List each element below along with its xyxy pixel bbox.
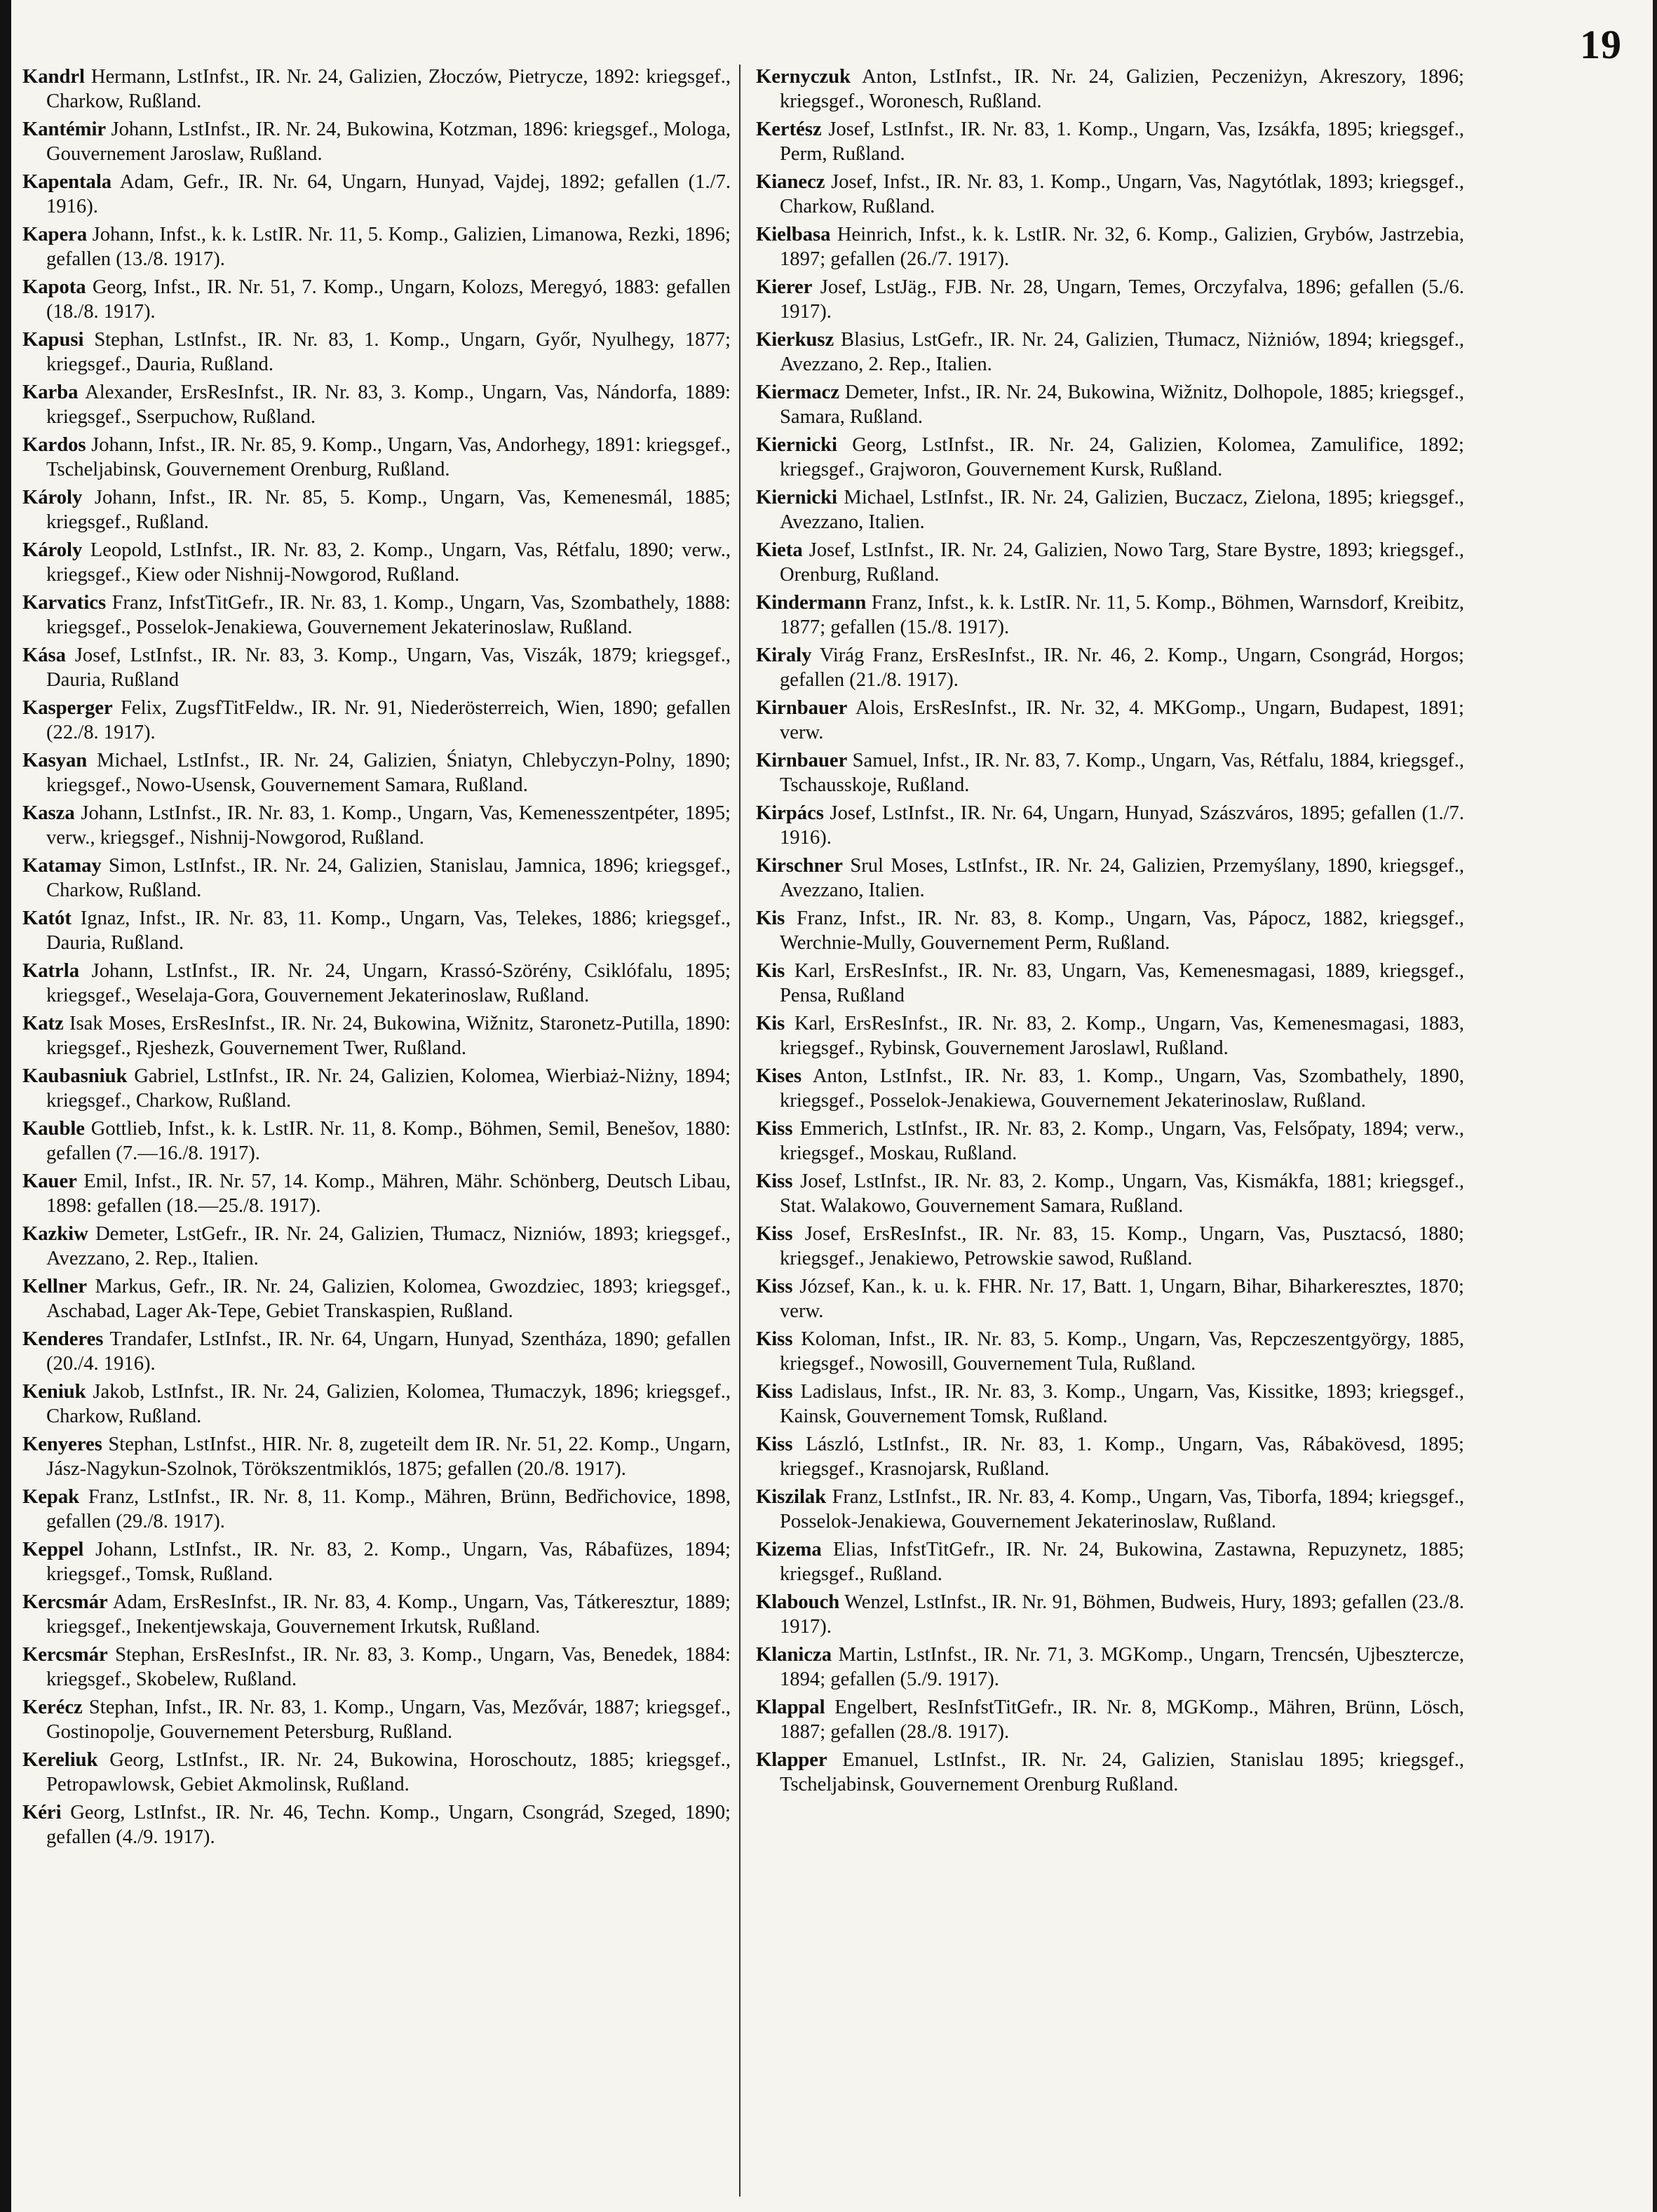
scan-edge-right xyxy=(1653,0,1657,2212)
roll-entry xyxy=(22,1117,731,1166)
entry-details: Johann, Infst., k. k. LstIR. Nr. 11, 5. Komp., Galizien, Limanowa, Rezki, 1896; gefallen (13./8. 1917). xyxy=(46,224,731,270)
entry-surname: Kiraly xyxy=(756,645,812,666)
roll-entry xyxy=(756,591,1464,640)
entry-details: Johann, LstInfst., IR. Nr. 83, 2. Komp., Ungarn, Vas, Rábafüzes, 1894; kriegsgef., Tomsk, Rußland. xyxy=(46,1539,731,1585)
roll-entry xyxy=(756,380,1464,429)
entry-details: Johann, LstInfst., IR. Nr. 83, 1. Komp., Ungarn, Vas, Kemenesszentpéter, 1895; verw., kriegsgef., Nishnij-Nowgorod, Rußland. xyxy=(46,802,731,849)
entry-details: Anton, LstInfst., IR. Nr. 83, 1. Komp., Ungarn, Vas, Szombathely, 1890, kriegsgef., Posselok-Jenakiewa, Gouvernement Jekaterinoslaw, Rußland. xyxy=(780,1065,1464,1112)
entry-details: Emmerich, LstInfst., IR. Nr. 83, 2. Komp., Ungarn, Vas, Felsőpaty, 1894; verw., kriegsgef., Moskau, Rußland. xyxy=(780,1118,1464,1164)
entry-surname: Kapusi xyxy=(22,329,84,351)
entry-details: Stephan, ErsResInfst., IR. Nr. 83, 3. Komp., Ungarn, Vas, Benedek, 1884: kriegsgef., Skobelew, Rußland. xyxy=(46,1644,731,1690)
entry-surname: Klanicza xyxy=(756,1644,832,1666)
roll-entry xyxy=(756,696,1464,745)
entry-surname: Kereliuk xyxy=(22,1749,98,1771)
entry-surname: Kernyczuk xyxy=(756,66,851,88)
entry-surname: Kertész xyxy=(756,119,822,140)
entry-details: Emanuel, LstInfst., IR. Nr. 24, Galizien, Stanislau 1895; kriegsgef., Tscheljabinsk, Gouvernement Orenburg Rußland. xyxy=(780,1749,1464,1795)
entry-details: Josef, LstInfst., IR. Nr. 83, 2. Komp., Ungarn, Vas, Kismákfa, 1881; kriegsgef., Stat. Walakowo, Gouvernement Samara, Rußland. xyxy=(780,1171,1464,1217)
entry-details: Koloman, Infst., IR. Nr. 83, 5. Komp., Ungarn, Vas, Repczeszentgyörgy, 1885, kriegsgef., Nowosill, Gouvernement Tula, Rußland. xyxy=(780,1328,1464,1375)
entry-surname: Kapera xyxy=(22,224,88,245)
roll-entry xyxy=(22,748,731,797)
entry-details: Srul Moses, LstInfst., IR. Nr. 24, Galizien, Przemyślany, 1890, kriegsgef., Avezzano, Italien. xyxy=(780,855,1464,901)
entry-details: Karl, ErsResInfst., IR. Nr. 83, 2. Komp., Ungarn, Vas, Kemenesmagasi, 1883, kriegsgef., Rybinsk, Gouvernement Jaroslawl, Rußland. xyxy=(780,1013,1464,1059)
roll-entry xyxy=(756,117,1464,166)
roll-entry xyxy=(756,170,1464,219)
roll-entry xyxy=(22,1064,731,1113)
entry-surname: Kercsmár xyxy=(22,1591,108,1613)
roll-entry xyxy=(22,1485,731,1534)
entry-surname: Kiss xyxy=(756,1223,793,1245)
roll-entry xyxy=(22,538,731,587)
roll-entry xyxy=(756,538,1464,587)
roll-entry xyxy=(756,1169,1464,1218)
roll-entry xyxy=(756,1432,1464,1481)
entry-surname: Kasza xyxy=(22,802,75,824)
entry-surname: Kiernicki xyxy=(756,487,837,508)
entry-details: Ignaz, Infst., IR. Nr. 83, 11. Komp., Ungarn, Vas, Telekes, 1886; kriegsgef., Dauria, Rußland. xyxy=(46,908,731,954)
entry-details: Josef, LstInfst., IR. Nr. 24, Galizien, Nowo Targ, Stare Bystre, 1893; kriegsgef., Orenburg, Rußland. xyxy=(780,539,1464,586)
roll-entry xyxy=(22,1800,731,1849)
entry-details: Stephan, Infst., IR. Nr. 83, 1. Komp., Ungarn, Vas, Mezővár, 1887; kriegsgef., Gostinopolje, Gouvernement Petersburg, Rußland. xyxy=(46,1697,731,1743)
entry-surname: Kises xyxy=(756,1065,802,1087)
entry-details: Michael, LstInfst., IR. Nr. 24, Galizien, Buczacz, Zielona, 1895; kriegsgef., Avezzano, Italien. xyxy=(780,487,1464,533)
entry-surname: Károly xyxy=(22,539,83,561)
entry-details: Leopold, LstInfst., IR. Nr. 83, 2. Komp., Ungarn, Vas, Rétfalu, 1890; verw., kriegsgef., Kiew oder Nishnij-Nowgorod, Rußland. xyxy=(46,539,731,586)
entry-surname: Kis xyxy=(756,1013,785,1034)
entry-surname: Kirschner xyxy=(756,855,843,877)
entry-details: Josef, Infst., IR. Nr. 83, 1. Komp., Ungarn, Vas, Nagytótlak, 1893; kriegsgef., Charkow, Rußland. xyxy=(780,171,1464,217)
roll-entry xyxy=(756,275,1464,324)
roll-entry xyxy=(756,801,1464,850)
entry-surname: Kiss xyxy=(756,1118,793,1140)
roll-entry xyxy=(756,1222,1464,1271)
entry-surname: Kauble xyxy=(22,1118,85,1140)
roll-entry xyxy=(756,1643,1464,1692)
entry-surname: Kiss xyxy=(756,1381,793,1403)
entry-surname: Kiss xyxy=(756,1276,793,1297)
entry-details: Josef, LstJäg., FJB. Nr. 28, Ungarn, Temes, Orczyfalva, 1896; gefallen (5./6. 1917). xyxy=(780,276,1464,323)
entry-details: Stephan, LstInfst., HIR. Nr. 8, zugeteilt dem IR. Nr. 51, 22. Komp., Ungarn, Jász-Nagykun-Szolnok, Törökszentmiklós, 1875; gefallen (20./8. 1917). xyxy=(46,1434,731,1480)
roll-entry xyxy=(22,275,731,324)
roll-entry xyxy=(22,328,731,377)
entry-details: Demeter, LstGefr., IR. Nr. 24, Galizien, Tłumacz, Nizniów, 1893; kriegsgef., Avezzano, 2. Rep., Italien. xyxy=(46,1223,731,1269)
entry-details: Hermann, LstInfst., IR. Nr. 24, Galizien, Złoczów, Pietrycze, 1892: kriegsgef., Charkow, Rußland. xyxy=(46,66,731,112)
roll-entry xyxy=(22,1327,731,1376)
roll-entry xyxy=(756,222,1464,271)
entry-surname: Kirnbauer xyxy=(756,697,848,719)
entry-surname: Kenderes xyxy=(22,1328,104,1350)
entry-details: Michael, LstInfst., IR. Nr. 24, Galizien, Śniatyn, Chlebyczyn-Polny, 1890; kriegsgef., Nowo-Usensk, Gouvernement Samara, Rußland. xyxy=(46,750,731,796)
roll-entry xyxy=(22,1274,731,1323)
entry-details: Isak Moses, ErsResInfst., IR. Nr. 24, Bukowina, Wižnitz, Staronetz-Putilla, 1890: kriegsgef., Rjeshezk, Gouvernement Twer, Rußland. xyxy=(46,1013,731,1059)
entry-details: Blasius, LstGefr., IR. Nr. 24, Galizien, Tłumacz, Niżniów, 1894; kriegsgef., Avezzano, 2. Rep., Italien. xyxy=(780,329,1464,375)
roll-entry xyxy=(22,1380,731,1429)
entry-details: Franz, Infst., IR. Nr. 83, 8. Komp., Ungarn, Vas, Pápocz, 1882, kriegsgef., Werchnie-Mully, Gouvernement Perm, Rußland. xyxy=(780,908,1464,954)
roll-entry xyxy=(756,1064,1464,1113)
roll-entry xyxy=(756,1011,1464,1060)
entry-surname: Klapper xyxy=(756,1749,827,1771)
entry-surname: Kiss xyxy=(756,1328,793,1350)
entry-surname: Kéri xyxy=(22,1802,62,1823)
roll-entry xyxy=(22,170,731,219)
roll-entry xyxy=(22,1537,731,1586)
roll-entry xyxy=(22,1011,731,1060)
entry-details: Gottlieb, Infst., k. k. LstIR. Nr. 11, 8. Komp., Böhmen, Semil, Benešov, 1880: gefallen (7.—16./8. 1917). xyxy=(46,1118,731,1164)
roll-entry xyxy=(22,1432,731,1481)
entry-details: Georg, LstInfst., IR. Nr. 24, Bukowina, Horoschoutz, 1885; kriegsgef., Petropawlowsk, Gebiet Akmolinsk, Rußland. xyxy=(46,1749,731,1795)
page-number: 19 xyxy=(1580,22,1622,67)
roll-entry xyxy=(756,1590,1464,1639)
entry-surname: Kielbasa xyxy=(756,224,831,245)
entry-details: Franz, InfstTitGefr., IR. Nr. 83, 1. Komp., Ungarn, Vas, Szombathely, 1888: kriegsgef., Posselok-Jenakiewa, Gouvernement Jekaterinoslaw, Rußland. xyxy=(46,592,731,638)
entry-details: Elias, InfstTitGefr., IR. Nr. 24, Bukowina, Zastawna, Repuzynetz, 1885; kriegsgef., Rußland. xyxy=(780,1539,1464,1585)
roll-entry xyxy=(756,643,1464,692)
entry-surname: Kis xyxy=(756,908,785,929)
entry-surname: Kiermacz xyxy=(756,382,840,403)
roll-entry xyxy=(22,1695,731,1744)
entry-surname: Kerécz xyxy=(22,1697,83,1718)
entry-surname: Károly xyxy=(22,487,83,508)
entry-surname: Kercsmár xyxy=(22,1644,108,1666)
entry-surname: Keniuk xyxy=(22,1381,86,1403)
entry-surname: Karvatics xyxy=(22,592,107,614)
roll-entry xyxy=(756,959,1464,1008)
roll-entry xyxy=(22,591,731,640)
entry-details: Josef, LstInfst., IR. Nr. 83, 3. Komp., Ungarn, Vas, Viszák, 1879; kriegsgef., Dauria, Rußland xyxy=(46,645,731,691)
entry-details: Felix, ZugsfTitFeldw., IR. Nr. 91, Niederösterreich, Wien, 1890; gefallen (22./8. 1917). xyxy=(46,697,731,743)
entry-details: Anton, LstInfst., IR. Nr. 24, Galizien, Peczeniżyn, Akreszory, 1896; kriegsgef., Woronesch, Rußland. xyxy=(780,66,1464,112)
entry-surname: Kenyeres xyxy=(22,1434,102,1455)
entry-surname: Kizema xyxy=(756,1539,822,1560)
roll-entry xyxy=(22,380,731,429)
entry-surname: Kapota xyxy=(22,276,86,298)
entry-details: Johann, LstInfst., IR. Nr. 24, Ungarn, Krassó-Szörény, Csiklófalu, 1895; kriegsgef., Weselaja-Gora, Gouvernement Jekaterinoslaw, Rußland. xyxy=(46,960,731,1006)
roll-entry xyxy=(22,906,731,955)
entry-details: Josef, LstInfst., IR. Nr. 64, Ungarn, Hunyad, Szászváros, 1895; gefallen (1./7. 1916). xyxy=(780,802,1464,849)
entry-details: Karl, ErsResInfst., IR. Nr. 83, Ungarn, Vas, Kemenesmagasi, 1889, kriegsgef., Pensa, Rußland xyxy=(780,960,1464,1006)
entry-surname: Kiernicki xyxy=(756,434,837,456)
roll-entry xyxy=(22,801,731,850)
entry-details: Jakob, LstInfst., IR. Nr. 24, Galizien, Kolomea, Tłumaczyk, 1896; kriegsgef., Charkow, Rußland. xyxy=(46,1381,731,1427)
roll-entry xyxy=(22,1590,731,1639)
entry-details: Alexander, ErsResInfst., IR. Nr. 83, 3. Komp., Ungarn, Vas, Nándorfa, 1889: kriegsgef., Sserpuchow, Rußland. xyxy=(46,382,731,428)
entry-surname: Keppel xyxy=(22,1539,84,1560)
roll-entry xyxy=(756,1537,1464,1586)
roll-entry xyxy=(756,65,1464,114)
roll-entry xyxy=(22,65,731,114)
roll-entry xyxy=(756,485,1464,534)
entry-surname: Kepak xyxy=(22,1486,80,1508)
roll-entry xyxy=(22,485,731,534)
entry-details: Engelbert, ResInfstTitGefr., IR. Nr. 8, MGKomp., Mähren, Brünn, Lösch, 1887; gefallen (28./8. 1917). xyxy=(780,1697,1464,1743)
entry-surname: Kirnbauer xyxy=(756,750,848,771)
entry-surname: Katz xyxy=(22,1013,64,1034)
entry-surname: Katrla xyxy=(22,960,79,982)
roll-entry xyxy=(756,1485,1464,1534)
entry-surname: Kieta xyxy=(756,539,803,561)
entry-surname: Kiss xyxy=(756,1434,793,1455)
entry-details: Emil, Infst., IR. Nr. 57, 14. Komp., Mähren, Mähr. Schönberg, Deutsch Libau, 1898: gefallen (18.—25./8. 1917). xyxy=(46,1171,731,1217)
right-column xyxy=(756,65,1464,1800)
entry-details: Johann, LstInfst., IR. Nr. 24, Bukowina, Kotzman, 1896: kriegsgef., Mologa, Gouvernement Jaroslaw, Rußland. xyxy=(46,119,731,165)
entry-surname: Kierer xyxy=(756,276,813,298)
roll-entry xyxy=(756,1274,1464,1323)
roll-entry xyxy=(756,854,1464,903)
entry-details: Markus, Gefr., IR. Nr. 24, Galizien, Kolomea, Gwozdziec, 1893; kriegsgef., Aschabad, Lager Ak-Tepe, Gebiet Transkaspien, Rußland. xyxy=(46,1276,731,1322)
roll-entry xyxy=(756,1327,1464,1376)
roll-entry xyxy=(22,643,731,692)
entry-details: Franz, LstInfst., IR. Nr. 8, 11. Komp., Mähren, Brünn, Bedřichovice, 1898, gefallen (29./8. 1917). xyxy=(46,1486,731,1532)
entry-surname: Kapentala xyxy=(22,171,112,193)
entry-details: Georg, LstInfst., IR. Nr. 24, Galizien, Kolomea, Zamulifice, 1892; kriegsgef., Grajworon, Gouvernement Kursk, Rußland. xyxy=(780,434,1464,480)
entry-surname: Klabouch xyxy=(756,1591,840,1613)
roll-entry xyxy=(756,1695,1464,1744)
column-divider xyxy=(739,65,740,2197)
entry-details: Johann, Infst., IR. Nr. 85, 9. Komp., Ungarn, Vas, Andorhegy, 1891: kriegsgef., Tscheljabinsk, Gouvernement Orenburg, Rußland. xyxy=(46,434,731,480)
entry-surname: Kis xyxy=(756,960,785,982)
entry-surname: Kantémir xyxy=(22,119,107,140)
entry-surname: Katamay xyxy=(22,855,102,877)
entry-details: Samuel, Infst., IR. Nr. 83, 7. Komp., Ungarn, Vas, Rétfalu, 1884, kriegsgef., Tschausskoje, Rußland. xyxy=(780,750,1464,796)
roll-entry xyxy=(22,117,731,166)
entry-details: Josef, ErsResInfst., IR. Nr. 83, 15. Komp., Ungarn, Vas, Pusztacsó, 1880; kriegsgef., Jenakiewo, Petrowskie sawod, Rußland. xyxy=(780,1223,1464,1269)
entry-surname: Kirpács xyxy=(756,802,824,824)
entry-details: Martin, LstInfst., IR. Nr. 71, 3. MGKomp., Ungarn, Trencsén, Ujbesztercze, 1894; gefallen (5./9. 1917). xyxy=(780,1644,1464,1690)
entry-details: Franz, LstInfst., IR. Nr. 83, 4. Komp., Ungarn, Vas, Tiborfa, 1894; kriegsgef., Posselok-Jenakiewa, Gouvernement Jekaterinoslaw, Rußland. xyxy=(780,1486,1464,1532)
entry-details: Johann, Infst., IR. Nr. 85, 5. Komp., Ungarn, Vas, Kemenesmál, 1885; kriegsgef., Rußland. xyxy=(46,487,731,533)
entry-surname: Kandrl xyxy=(22,66,85,88)
roll-entry xyxy=(22,1169,731,1218)
entry-surname: Karba xyxy=(22,382,79,403)
roll-entry xyxy=(756,906,1464,955)
entry-details: Georg, LstInfst., IR. Nr. 46, Techn. Komp., Ungarn, Csongrád, Szeged, 1890; gefallen (4./9. 1917). xyxy=(46,1802,731,1848)
entry-surname: Kierkusz xyxy=(756,329,834,351)
entry-details: Josef, LstInfst., IR. Nr. 83, 1. Komp., Ungarn, Vas, Izsákfa, 1895; kriegsgef., Perm, Rußland. xyxy=(780,119,1464,165)
roll-entry xyxy=(756,748,1464,797)
roll-entry xyxy=(22,1643,731,1692)
entry-surname: Kasyan xyxy=(22,750,88,771)
entry-details: Adam, Gefr., IR. Nr. 64, Ungarn, Hunyad, Vajdej, 1892; gefallen (1./7. 1916). xyxy=(46,171,731,217)
entry-surname: Kása xyxy=(22,645,66,666)
scan-edge-left xyxy=(0,0,11,2212)
entry-details: Heinrich, Infst., k. k. LstIR. Nr. 32, 6. Komp., Galizien, Grybów, Jastrzebia, 1897; gefallen (26./7. 1917). xyxy=(780,224,1464,270)
entry-details: Alois, ErsResInfst., IR. Nr. 32, 4. MKGomp., Ungarn, Budapest, 1891; verw. xyxy=(780,697,1464,743)
roll-entry xyxy=(22,696,731,745)
entry-details: József, Kan., k. u. k. FHR. Nr. 17, Batt. 1, Ungarn, Bihar, Biharkeresztes, 1870; verw. xyxy=(780,1276,1465,1322)
entry-surname: Kaubasniuk xyxy=(22,1065,128,1087)
entry-surname: Kellner xyxy=(22,1276,88,1297)
entry-details: Ladislaus, Infst., IR. Nr. 83, 3. Komp., Ungarn, Vas, Kissitke, 1893; kriegsgef., Kainsk, Gouvernement Tomsk, Rußland. xyxy=(780,1381,1464,1427)
roll-entry xyxy=(756,1748,1464,1797)
entry-details: Georg, Infst., IR. Nr. 51, 7. Komp., Ungarn, Kolozs, Meregyó, 1883: gefallen (18./8. 1917). xyxy=(46,276,731,323)
entry-details: Trandafer, LstInfst., IR. Nr. 64, Ungarn, Hunyad, Szentháza, 1890; gefallen (20./4. 1916). xyxy=(46,1328,731,1375)
entry-surname: Klappal xyxy=(756,1697,825,1718)
roll-entry xyxy=(22,959,731,1008)
entry-surname: Kiszilak xyxy=(756,1486,827,1508)
entry-details: Virág Franz, ErsResInfst., IR. Nr. 46, 2. Komp., Ungarn, Csongrád, Horgos; gefallen (21./8. 1917). xyxy=(780,645,1464,691)
entry-details: Demeter, Infst., IR. Nr. 24, Bukowina, Wižnitz, Dolhopole, 1885; kriegsgef., Samara, Rußland. xyxy=(780,382,1464,428)
left-column xyxy=(22,65,731,1853)
entry-surname: Katót xyxy=(22,908,72,929)
entry-surname: Kasperger xyxy=(22,697,113,719)
roll-entry xyxy=(22,1222,731,1271)
roll-entry xyxy=(756,1117,1464,1166)
entry-surname: Kazkiw xyxy=(22,1223,88,1245)
roll-entry xyxy=(22,1748,731,1797)
entry-details: Adam, ErsResInfst., IR. Nr. 83, 4. Komp., Ungarn, Vas, Tátkeresztur, 1889; kriegsgef., Inekentjewskaja, Gouvernement Irkutsk, Rußland. xyxy=(46,1591,731,1638)
entry-details: Franz, Infst., k. k. LstIR. Nr. 11, 5. Komp., Böhmen, Warnsdorf, Kreibitz, 1877; gefallen (15./8. 1917). xyxy=(780,592,1464,638)
roll-entry xyxy=(756,328,1464,377)
entry-details: László, LstInfst., IR. Nr. 83, 1. Komp., Ungarn, Vas, Rábakövesd, 1895; kriegsgef., Krasnojarsk, Rußland. xyxy=(780,1434,1464,1480)
roll-entry xyxy=(756,1380,1464,1429)
entry-details: Stephan, LstInfst., IR. Nr. 83, 1. Komp., Ungarn, Győr, Nyulhegy, 1877; kriegsgef., Dauria, Rußland. xyxy=(46,329,731,375)
roll-entry xyxy=(22,854,731,903)
roll-entry xyxy=(22,222,731,271)
entry-details: Wenzel, LstInfst., IR. Nr. 91, Böhmen, Budweis, Hury, 1893; gefallen (23./8. 1917). xyxy=(780,1591,1465,1638)
entry-surname: Kauer xyxy=(22,1171,77,1192)
roll-entry xyxy=(756,433,1464,482)
entry-details: Simon, LstInfst., IR. Nr. 24, Galizien, Stanislau, Jamnica, 1896; kriegsgef., Charkow, Rußland. xyxy=(46,855,731,901)
entry-surname: Kindermann xyxy=(756,592,867,614)
entry-surname: Kardos xyxy=(22,434,86,456)
entry-surname: Kiss xyxy=(756,1171,793,1192)
entry-surname: Kianecz xyxy=(756,171,825,193)
roll-entry xyxy=(22,433,731,482)
entry-details: Gabriel, LstInfst., IR. Nr. 24, Galizien, Kolomea, Wierbiaż-Niżny, 1894; kriegsgef., Charkow, Rußland. xyxy=(46,1065,731,1112)
